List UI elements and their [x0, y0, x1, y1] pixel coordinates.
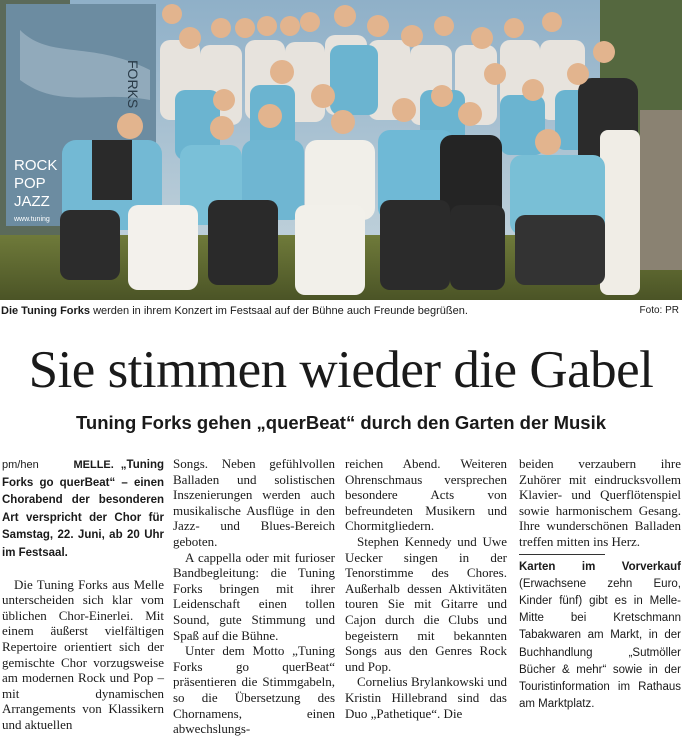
banner-vertical-text: FORKS: [125, 60, 141, 109]
article-column-2: [173, 456, 335, 737]
ticket-info-text: (Erwachsene zehn Euro, Kinder fünf) gibt es in Melle-Mitte bei Kretschmann Tabakwaren am Markt, in der Buchhandlung „Sutmöller Bücher & mehr“ sowie in der Touristinformation im Rathaus am Marktplatz.: [519, 577, 681, 711]
lead-paragraph: [2, 456, 164, 562]
body-paragraph: beiden verzaubern ihre Zuhörer mit eindrucksvollem Klavier- und Querflötenspiel sowie harmonischem Gesang. Ihre wunderschönen Balladen treffen mitten ins Herz.: [519, 456, 681, 549]
photo-caption: [1, 302, 681, 320]
paragraph-spacer: [2, 562, 164, 577]
lead-text: „Tuning Forks go querBeat“ – einen Chorabend der besonderen Art verspricht der Chor für Samstag, 22. Juni, ab 20 Uhr im Festsaal.: [2, 459, 165, 559]
body-paragraph: Songs. Neben gefühlvollen Balladen und solistischen Inszenierungen werden auch musikalische Ausflüge in den Jazz- und Blues-Bereich geboten.: [173, 456, 335, 549]
article-column-1: [2, 456, 165, 732]
body-paragraph: Stephen Kennedy und Uwe Uecker singen in der Tenorstimme des Chores. Außerhalb dessen Aktivitäten touren Sie mit Gitarre und Cajon durch die Clubs und begeistern mit bekannten Songs aus den Genres Rock und Pop.: [345, 533, 507, 674]
choir-photo-illustration: [0, 0, 682, 300]
banner-url: www.tuning: [14, 216, 50, 223]
ticket-info-title: Karten im Vorverkauf: [519, 560, 681, 573]
ticket-info: [519, 558, 681, 713]
caption-bold: Die Tuning Forks: [1, 305, 91, 317]
body-paragraph: reichen Abend. Weiteren Ohrenschmaus versprechen besondere Acts von befreundeten Musikern und Chormitgliedern.: [345, 456, 507, 534]
banner-line-pop: POP: [14, 175, 46, 192]
banner-line-rock: ROCK: [14, 157, 58, 174]
subheadline: Tuning Forks gehen „querBeat“ durch den Garten der Musik: [75, 412, 607, 433]
body-paragraph: Die Tuning Forks aus Melle unterscheiden sich klar vom üblichen Chor-Einerlei. Mit einem äußerst vielfältigen Repertoire orientiert sich der gemischte Chor vorzugsweise am modernen Rock und Pop – mit dynamischen Arrangements von Klassikern und aktuellen: [2, 576, 164, 732]
headline: Sie stimmen wieder die Gabel: [28, 341, 654, 399]
city: MELLE.: [73, 459, 114, 471]
info-box-divider: [519, 554, 605, 555]
dateline: pm/hen: [2, 459, 39, 471]
body-paragraph: A cappella oder mit furioser Bandbegleitung: die Tuning Forks bringen mit ihrer Leidenschaft einen tollen Sound, gute Stimmung und Spaß auf die Bühne.: [173, 549, 335, 643]
banner-line-jazz: JAZZ: [14, 193, 50, 210]
article-column-4: [519, 456, 681, 711]
article-photo: [0, 0, 682, 300]
body-paragraph: Unter dem Motto „Tuning Forks go querBeat“ präsentieren die Stimmgabeln, so die Übersetzung des Chornamens, einen abwechslungs-: [173, 643, 335, 737]
photo-credit: Foto: PR: [639, 305, 679, 316]
article-column-3: [345, 456, 507, 721]
caption-text: werden in ihrem Konzert im Festsaal auf der Bühne auch Freunde begrüßen.: [90, 305, 468, 317]
body-paragraph: Cornelius Brylankowski und Kristin Hillebrand sind das Duo „Pathetique“. Die: [345, 674, 507, 721]
